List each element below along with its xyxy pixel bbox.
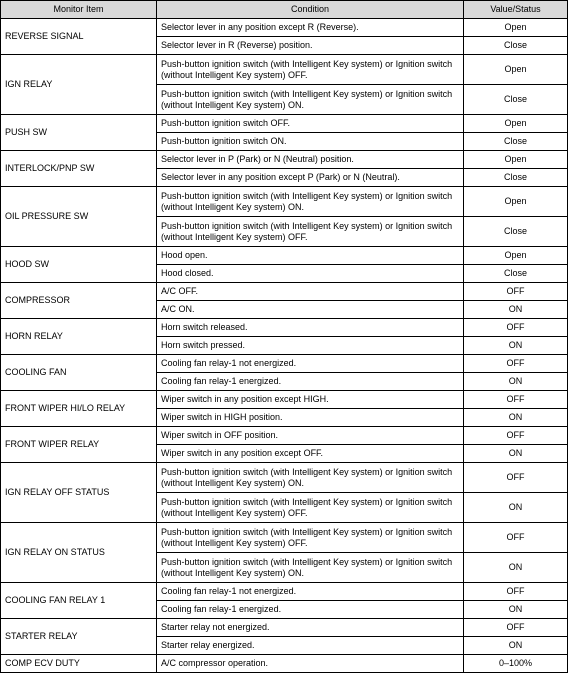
value-status-cell: ON xyxy=(464,553,568,583)
condition-cell: Cooling fan relay-1 energized. xyxy=(157,373,464,391)
monitor-item-cell: HORN RELAY xyxy=(1,319,157,355)
table-row xyxy=(1,55,568,85)
condition-cell: Selector lever in any position except P (Park) or N (Neutral). xyxy=(157,169,464,187)
table-row xyxy=(1,247,568,265)
header-monitor-item: Monitor Item xyxy=(1,1,157,19)
value-status-cell: Close xyxy=(464,217,568,247)
value-status-cell: ON xyxy=(464,493,568,523)
condition-cell: Horn switch released. xyxy=(157,319,464,337)
condition-cell: Wiper switch in OFF position. xyxy=(157,427,464,445)
condition-cell: Hood open. xyxy=(157,247,464,265)
condition-cell: Push-button ignition switch (with Intelligent Key system) or Ignition switch (without Intelligent Key system) OFF. xyxy=(157,523,464,553)
monitor-item-cell: COOLING FAN RELAY 1 xyxy=(1,583,157,619)
condition-cell: Cooling fan relay-1 energized. xyxy=(157,601,464,619)
monitor-item-cell: IGN RELAY OFF STATUS xyxy=(1,463,157,523)
table-row xyxy=(1,655,568,673)
condition-cell: Push-button ignition switch (with Intelligent Key system) or Ignition switch (without Intelligent Key system) ON. xyxy=(157,553,464,583)
value-status-cell: Open xyxy=(464,187,568,217)
value-status-cell: OFF xyxy=(464,283,568,301)
table-row xyxy=(1,391,568,409)
monitor-item-cell: HOOD SW xyxy=(1,247,157,283)
condition-cell: Push-button ignition switch (with Intelligent Key system) or Ignition switch (without Intelligent Key system) OFF. xyxy=(157,217,464,247)
value-status-cell: Close xyxy=(464,85,568,115)
value-status-cell: ON xyxy=(464,637,568,655)
table-header-row xyxy=(1,1,568,19)
condition-cell: Selector lever in R (Reverse) position. xyxy=(157,37,464,55)
value-status-cell: ON xyxy=(464,301,568,319)
value-status-cell: Close xyxy=(464,133,568,151)
condition-cell: Push-button ignition switch ON. xyxy=(157,133,464,151)
monitor-item-cell: IGN RELAY ON STATUS xyxy=(1,523,157,583)
value-status-cell: OFF xyxy=(464,319,568,337)
table-row xyxy=(1,583,568,601)
value-status-cell: OFF xyxy=(464,391,568,409)
monitor-item-cell: REVERSE SIGNAL xyxy=(1,19,157,55)
condition-cell: Wiper switch in any position except OFF. xyxy=(157,445,464,463)
condition-cell: Starter relay not energized. xyxy=(157,619,464,637)
condition-cell: Push-button ignition switch (with Intelligent Key system) or Ignition switch (without Intelligent Key system) ON. xyxy=(157,187,464,217)
condition-cell: Hood closed. xyxy=(157,265,464,283)
condition-cell: Wiper switch in HIGH position. xyxy=(157,409,464,427)
header-condition: Condition xyxy=(157,1,464,19)
value-status-cell: OFF xyxy=(464,523,568,553)
table-row xyxy=(1,151,568,169)
value-status-cell: ON xyxy=(464,445,568,463)
value-status-cell: ON xyxy=(464,337,568,355)
value-status-cell: Open xyxy=(464,151,568,169)
monitor-item-cell: OIL PRESSURE SW xyxy=(1,187,157,247)
condition-cell: Horn switch pressed. xyxy=(157,337,464,355)
value-status-cell: OFF xyxy=(464,583,568,601)
table-row xyxy=(1,463,568,493)
condition-cell: Selector lever in P (Park) or N (Neutral) position. xyxy=(157,151,464,169)
condition-cell: A/C ON. xyxy=(157,301,464,319)
condition-cell: Push-button ignition switch (with Intelligent Key system) or Ignition switch (without Intelligent Key system) ON. xyxy=(157,85,464,115)
monitor-item-cell: COMP ECV DUTY xyxy=(1,655,157,673)
monitor-item-cell: COOLING FAN xyxy=(1,355,157,391)
value-status-cell: Open xyxy=(464,55,568,85)
monitor-item-cell: INTERLOCK/PNP SW xyxy=(1,151,157,187)
condition-cell: Push-button ignition switch (with Intelligent Key system) or Ignition switch (without Intelligent Key system) OFF. xyxy=(157,55,464,85)
value-status-cell: ON xyxy=(464,409,568,427)
condition-cell: Selector lever in any position except R (Reverse). xyxy=(157,19,464,37)
condition-cell: Push-button ignition switch (with Intelligent Key system) or Ignition switch (without Intelligent Key system) ON. xyxy=(157,463,464,493)
table-row xyxy=(1,319,568,337)
value-status-cell: OFF xyxy=(464,463,568,493)
table-row xyxy=(1,523,568,553)
value-status-cell: OFF xyxy=(464,619,568,637)
condition-cell: Push-button ignition switch OFF. xyxy=(157,115,464,133)
table-body xyxy=(1,19,568,673)
condition-cell: Starter relay energized. xyxy=(157,637,464,655)
table-row xyxy=(1,283,568,301)
monitor-item-cell: FRONT WIPER RELAY xyxy=(1,427,157,463)
table-row xyxy=(1,355,568,373)
table-row xyxy=(1,619,568,637)
table-row xyxy=(1,427,568,445)
condition-cell: Wiper switch in any position except HIGH. xyxy=(157,391,464,409)
table-row xyxy=(1,115,568,133)
table-row xyxy=(1,187,568,217)
condition-cell: A/C compressor operation. xyxy=(157,655,464,673)
value-status-cell: Open xyxy=(464,247,568,265)
value-status-cell: 0–100% xyxy=(464,655,568,673)
condition-cell: Cooling fan relay-1 not energized. xyxy=(157,583,464,601)
header-value-status: Value/Status xyxy=(464,1,568,19)
value-status-cell: ON xyxy=(464,601,568,619)
value-status-cell: Close xyxy=(464,169,568,187)
monitor-item-cell: STARTER RELAY xyxy=(1,619,157,655)
monitor-item-cell: IGN RELAY xyxy=(1,55,157,115)
condition-cell: Push-button ignition switch (with Intelligent Key system) or Ignition switch (without Intelligent Key system) OFF. xyxy=(157,493,464,523)
value-status-cell: OFF xyxy=(464,355,568,373)
monitor-item-cell: COMPRESSOR xyxy=(1,283,157,319)
value-status-cell: ON xyxy=(464,373,568,391)
table-row xyxy=(1,19,568,37)
value-status-cell: Close xyxy=(464,265,568,283)
value-status-cell: Open xyxy=(464,115,568,133)
condition-cell: A/C OFF. xyxy=(157,283,464,301)
condition-cell: Cooling fan relay-1 not energized. xyxy=(157,355,464,373)
value-status-cell: OFF xyxy=(464,427,568,445)
monitor-item-cell: FRONT WIPER HI/LO RELAY xyxy=(1,391,157,427)
monitor-item-cell: PUSH SW xyxy=(1,115,157,151)
value-status-cell: Close xyxy=(464,37,568,55)
value-status-cell: Open xyxy=(464,19,568,37)
